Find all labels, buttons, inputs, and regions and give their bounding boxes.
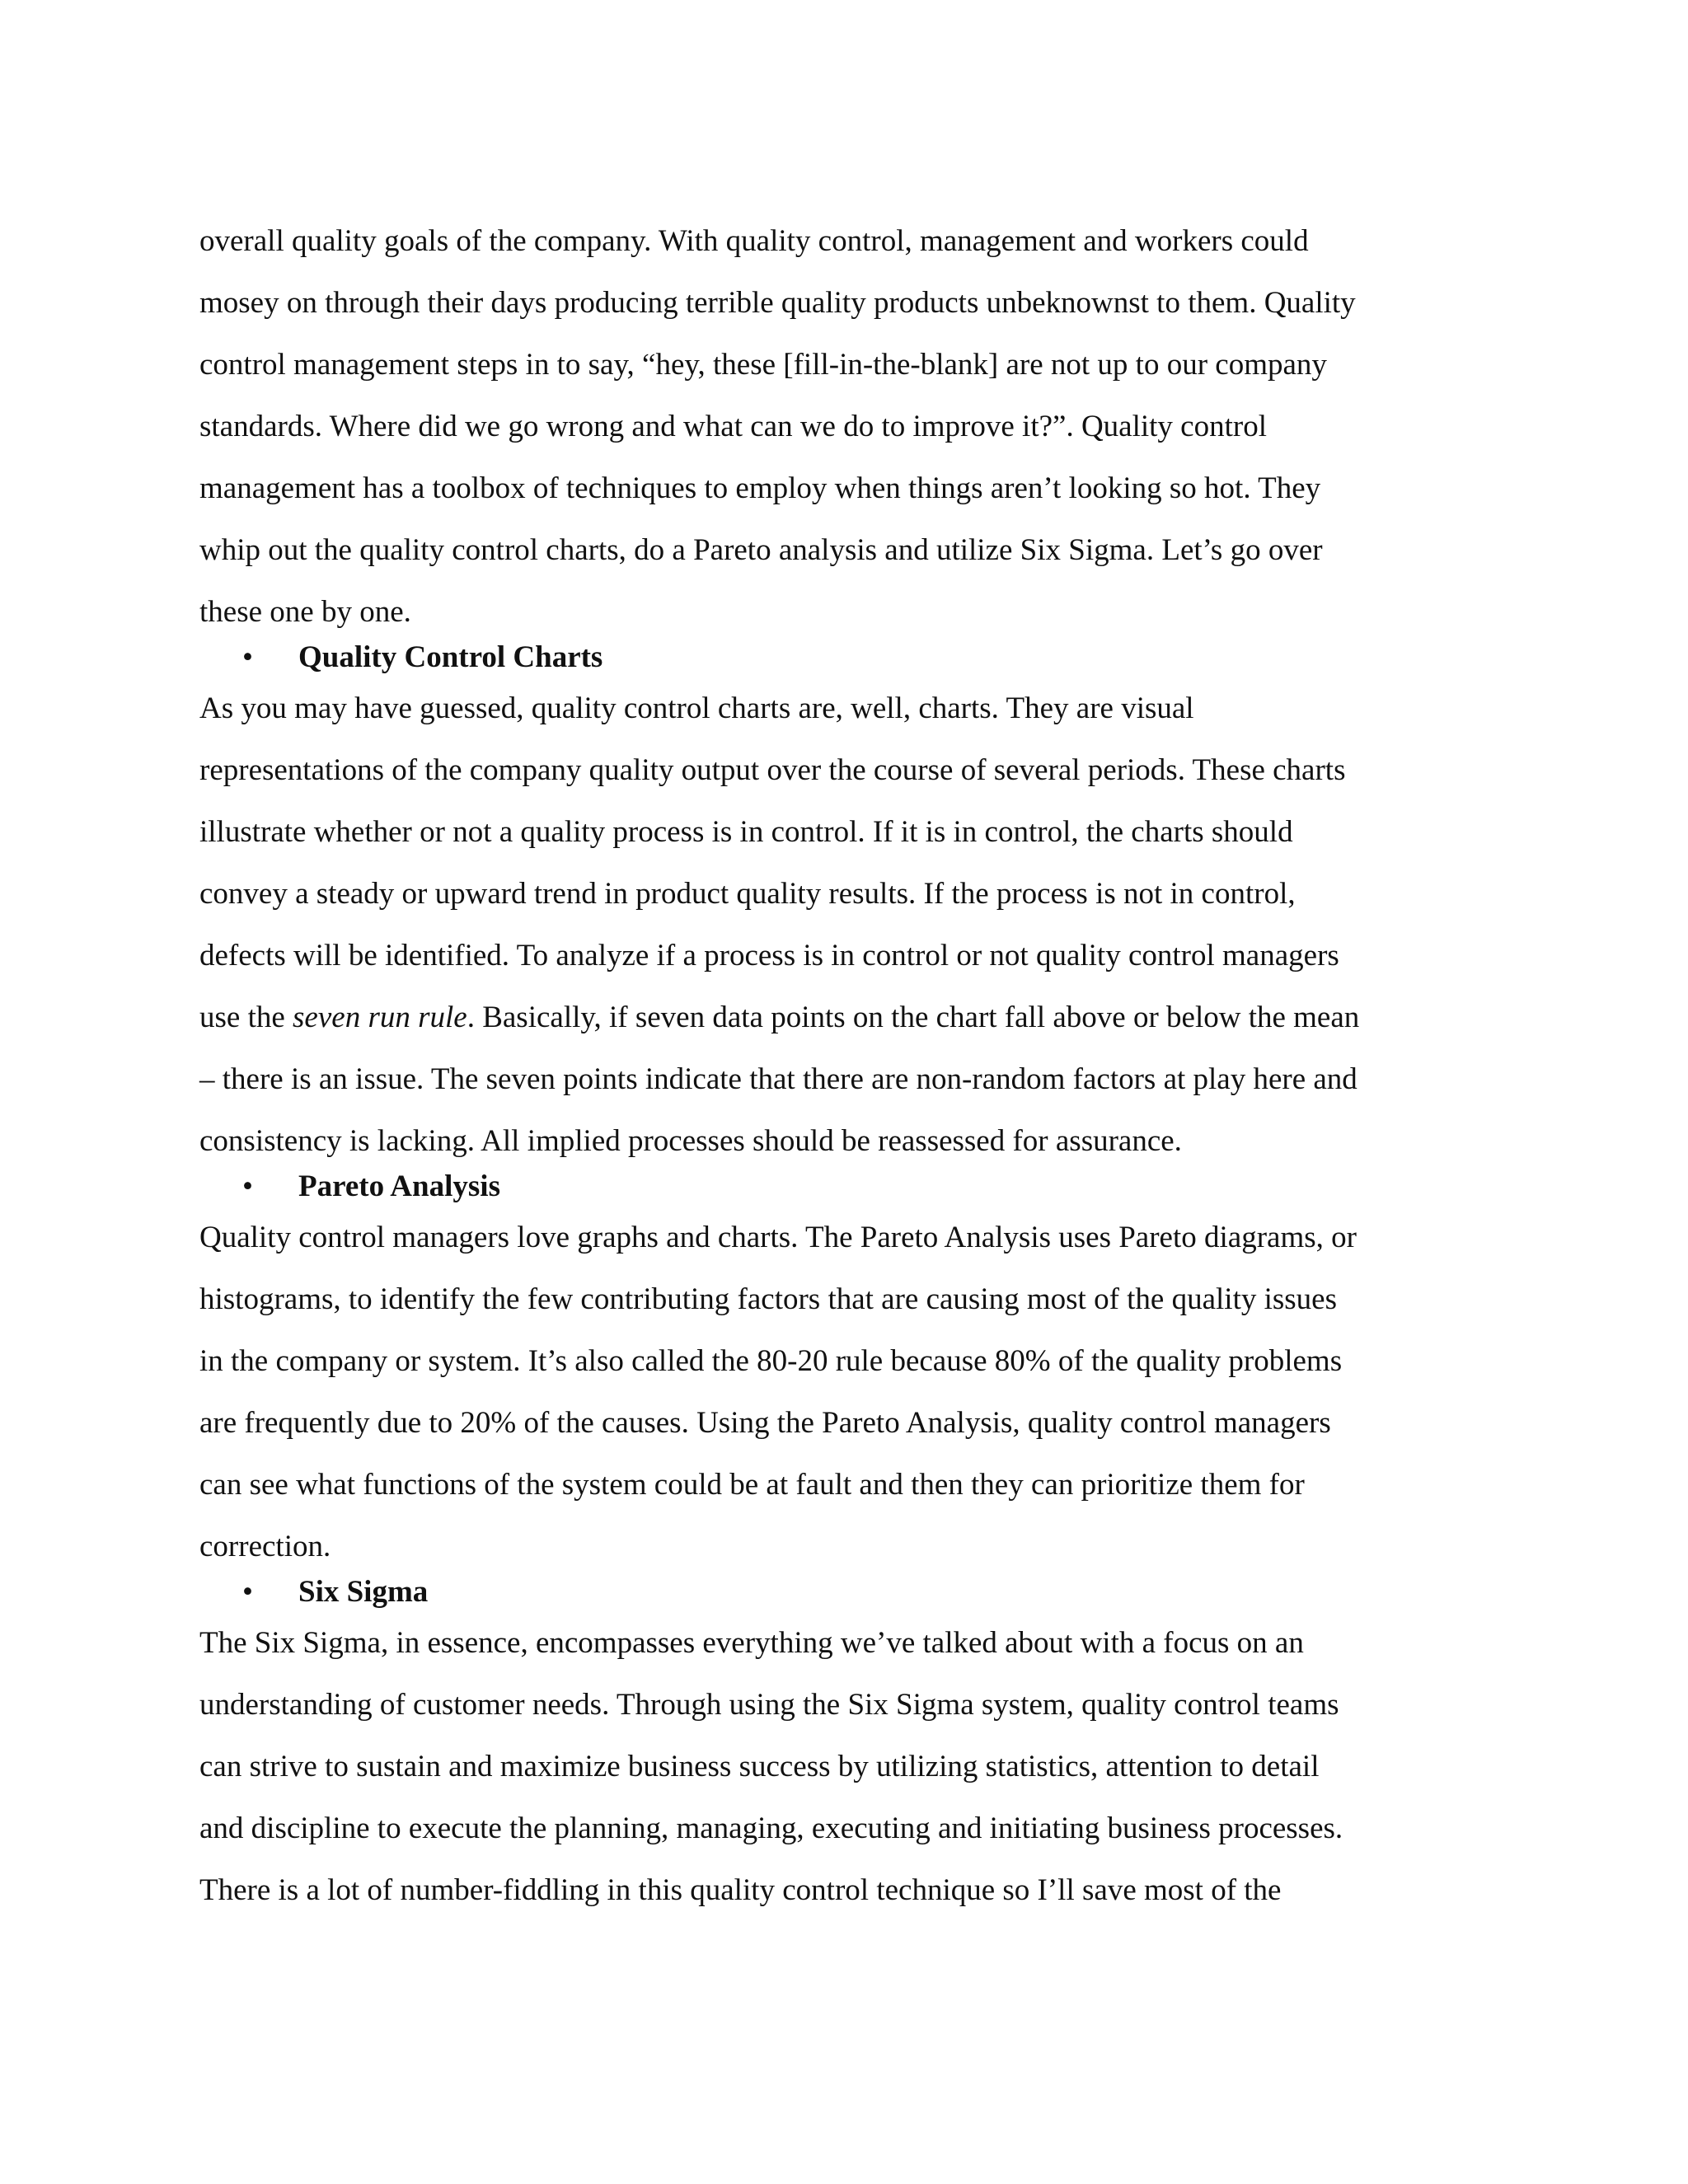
six-sigma-paragraph [199,1612,1485,1921]
text-line: can see what functions of the system could be at fault and then they can prioritize them for [199,1468,1305,1502]
text-run: use the [199,1001,293,1034]
text-line: in the company or system. It’s also called the 80-20 rule because 80% of the quality problems [199,1344,1343,1378]
text-line: There is a lot of number-fiddling in this quality control technique so I’ll save most of the [199,1873,1282,1907]
quality-control-charts-paragraph [199,677,1485,1172]
text-line: convey a steady or upward trend in product quality results. If the process is not in control, [199,877,1296,911]
text-line: can strive to sustain and maximize business success by utilizing statistics, attention to detail [199,1750,1320,1783]
text-line: As you may have guessed, quality control charts are, well, charts. They are visual [199,691,1194,725]
text-line: these one by one. [199,595,411,629]
text-line: mosey on through their days producing terrible quality products unbeknownst to them. Quality [199,286,1356,320]
text-line: consistency is lacking. All implied processes should be reassessed for assurance. [199,1124,1182,1158]
heading-text: Pareto Analysis [298,1169,500,1203]
text-line: management has a toolbox of techniques to employ when things aren’t looking so hot. They [199,471,1321,505]
heading-text: Six Sigma [298,1575,429,1609]
emphasized-term: seven run rule [293,1001,467,1034]
bullet-icon: • [242,640,253,674]
text-run: . Basically, if seven data points on the chart fall above or below the mean [467,1001,1360,1034]
text-line: defects will be identified. To analyze if a process is in control or not quality control managers [199,939,1339,972]
text-line: are frequently due to 20% of the causes. Using the Pareto Analysis, quality control managers [199,1406,1331,1440]
text-line: control management steps in to say, “hey, these [fill-in-the-blank] are not up to our company [199,348,1327,382]
section-heading-pareto-analysis [199,1162,1485,1212]
text-line: illustrate whether or not a quality process is in control. If it is in control, the charts should [199,815,1293,849]
text-line: – there is an issue. The seven points indicate that there are non-random factors at play here and [199,1062,1357,1096]
text-line-with-emphasis [199,987,1485,1048]
text-line: overall quality goals of the company. With quality control, management and workers could [199,224,1309,258]
bullet-icon: • [242,1575,253,1609]
intro-paragraph [199,210,1485,643]
text-line: and discipline to execute the planning, managing, executing and initiating business processes. [199,1811,1343,1845]
text-line: representations of the company quality output over the course of several periods. These charts [199,753,1346,787]
heading-text: Quality Control Charts [298,640,603,674]
section-heading-six-sigma [199,1568,1485,1617]
text-line: standards. Where did we go wrong and what can we do to improve it?”. Quality control [199,410,1267,443]
section-heading-quality-control-charts [199,633,1485,682]
text-line: Quality control managers love graphs and charts. The Pareto Analysis uses Pareto diagrams, or [199,1221,1357,1254]
bullet-icon: • [242,1169,253,1203]
text-line: The Six Sigma, in essence, encompasses everything we’ve talked about with a focus on an [199,1626,1304,1660]
document-body [199,210,1485,1921]
text-line: correction. [199,1530,331,1563]
pareto-analysis-paragraph [199,1207,1485,1577]
text-line: understanding of customer needs. Through using the Six Sigma system, quality control teams [199,1688,1339,1722]
text-line: whip out the quality control charts, do a Pareto analysis and utilize Six Sigma. Let’s go over [199,533,1323,567]
text-line: histograms, to identify the few contributing factors that are causing most of the quality issues [199,1282,1338,1316]
